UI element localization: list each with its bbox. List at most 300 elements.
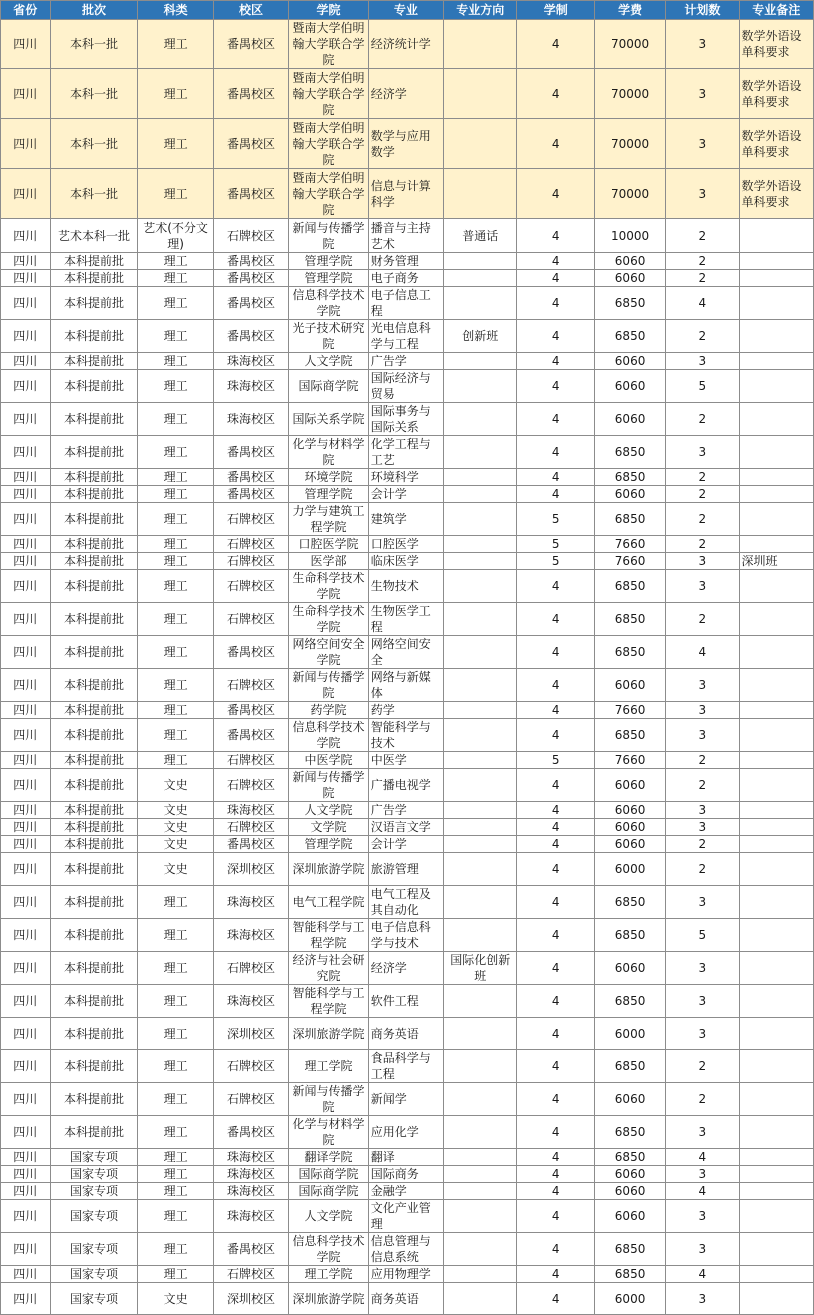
table-body: [1, 20, 814, 1315]
plan-count-cell: 2: [666, 836, 739, 853]
table-row: [1, 69, 814, 119]
major-remarks-cell: [739, 253, 813, 270]
duration-cell: 4: [517, 219, 594, 253]
province-cell: 四川: [1, 1166, 51, 1183]
college-cell: 国际关系学院: [289, 403, 369, 436]
major-direction-cell: [444, 886, 517, 919]
batch-cell: 本科提前批: [50, 469, 138, 486]
major-direction-cell: 国际化创新班: [444, 952, 517, 985]
duration-cell: 5: [517, 553, 594, 570]
table-row: [1, 669, 814, 702]
province-cell: 四川: [1, 1266, 51, 1283]
batch-cell: 本科提前批: [50, 1050, 138, 1083]
header-major: 专业: [368, 1, 443, 20]
duration-cell: 4: [517, 702, 594, 719]
plan-count-cell: 2: [666, 769, 739, 802]
campus-cell: 珠海校区: [213, 985, 288, 1018]
table-row: [1, 1266, 814, 1283]
major-remarks-cell: [739, 819, 813, 836]
campus-cell: 番禺校区: [213, 270, 288, 287]
major-direction-cell: [444, 169, 517, 219]
province-cell: 四川: [1, 919, 51, 952]
plan-count-cell: 3: [666, 985, 739, 1018]
campus-cell: 番禺校区: [213, 719, 288, 752]
major-remarks-cell: [739, 669, 813, 702]
duration-cell: 4: [517, 69, 594, 119]
campus-cell: 石牌校区: [213, 536, 288, 553]
college-cell: 光子技术研究院: [289, 320, 369, 353]
major-direction-cell: [444, 752, 517, 769]
college-cell: 生命科学技术学院: [289, 570, 369, 603]
campus-cell: 石牌校区: [213, 570, 288, 603]
major-direction-cell: [444, 1183, 517, 1200]
duration-cell: 4: [517, 403, 594, 436]
major-direction-cell: [444, 20, 517, 69]
duration-cell: 4: [517, 836, 594, 853]
major-direction-cell: [444, 69, 517, 119]
major-cell: 应用物理学: [368, 1266, 443, 1283]
major-remarks-cell: [739, 1149, 813, 1166]
major-cell: 电子信息工程: [368, 287, 443, 320]
major-direction-cell: [444, 802, 517, 819]
duration-cell: 4: [517, 119, 594, 169]
college-cell: 人文学院: [289, 1200, 369, 1233]
campus-cell: 番禺校区: [213, 1116, 288, 1149]
campus-cell: 石牌校区: [213, 819, 288, 836]
province-cell: 四川: [1, 603, 51, 636]
batch-cell: 艺术本科一批: [50, 219, 138, 253]
college-cell: 理工学院: [289, 1266, 369, 1283]
plan-count-cell: 2: [666, 752, 739, 769]
plan-count-cell: 3: [666, 886, 739, 919]
major-remarks-cell: [739, 287, 813, 320]
header-major-remarks: 专业备注: [739, 1, 813, 20]
major-cell: 网络空间安全: [368, 636, 443, 669]
major-cell: 网络与新媒体: [368, 669, 443, 702]
table-row: [1, 802, 814, 819]
major-remarks-cell: [739, 1018, 813, 1050]
major-remarks-cell: [739, 985, 813, 1018]
header-plan-count: 计划数: [666, 1, 739, 20]
table-row: [1, 219, 814, 253]
subject-category-cell: 艺术(不分文理): [138, 219, 213, 253]
table-row: [1, 436, 814, 469]
major-cell: 会计学: [368, 486, 443, 503]
batch-cell: 国家专项: [50, 1233, 138, 1266]
tuition-cell: 6060: [594, 270, 665, 287]
major-cell: 应用化学: [368, 1116, 443, 1149]
major-remarks-cell: [739, 636, 813, 669]
major-direction-cell: [444, 1018, 517, 1050]
province-cell: 四川: [1, 320, 51, 353]
campus-cell: 石牌校区: [213, 752, 288, 769]
major-direction-cell: [444, 1149, 517, 1166]
major-direction-cell: [444, 436, 517, 469]
campus-cell: 珠海校区: [213, 1166, 288, 1183]
major-direction-cell: [444, 353, 517, 370]
province-cell: 四川: [1, 1149, 51, 1166]
table-row: [1, 403, 814, 436]
province-cell: 四川: [1, 403, 51, 436]
batch-cell: 国家专项: [50, 1200, 138, 1233]
major-cell: 食品科学与工程: [368, 1050, 443, 1083]
major-cell: 口腔医学: [368, 536, 443, 553]
major-remarks-cell: [739, 570, 813, 603]
plan-count-cell: 2: [666, 219, 739, 253]
batch-cell: 国家专项: [50, 1183, 138, 1200]
campus-cell: 珠海校区: [213, 886, 288, 919]
table-row: [1, 719, 814, 752]
major-cell: 中医学: [368, 752, 443, 769]
plan-count-cell: 3: [666, 1200, 739, 1233]
subject-category-cell: 理工: [138, 403, 213, 436]
college-cell: 智能科学与工程学院: [289, 919, 369, 952]
table-row: [1, 1018, 814, 1050]
college-cell: 化学与材料学院: [289, 1116, 369, 1149]
major-remarks-cell: [739, 836, 813, 853]
table-row: [1, 570, 814, 603]
college-cell: 文学院: [289, 819, 369, 836]
duration-cell: 4: [517, 353, 594, 370]
batch-cell: 本科提前批: [50, 1116, 138, 1149]
table-row: [1, 836, 814, 853]
duration-cell: 4: [517, 20, 594, 69]
major-cell: 信息管理与信息系统: [368, 1233, 443, 1266]
subject-category-cell: 理工: [138, 320, 213, 353]
tuition-cell: 6850: [594, 719, 665, 752]
header-row: [1, 1, 814, 20]
plan-count-cell: 2: [666, 1050, 739, 1083]
subject-category-cell: 理工: [138, 1050, 213, 1083]
subject-category-cell: 文史: [138, 819, 213, 836]
major-cell: 国际事务与国际关系: [368, 403, 443, 436]
major-remarks-cell: [739, 1050, 813, 1083]
province-cell: 四川: [1, 636, 51, 669]
major-cell: 经济学: [368, 952, 443, 985]
campus-cell: 珠海校区: [213, 353, 288, 370]
duration-cell: 4: [517, 719, 594, 752]
subject-category-cell: 理工: [138, 20, 213, 69]
duration-cell: 4: [517, 253, 594, 270]
tuition-cell: 6060: [594, 1200, 665, 1233]
plan-count-cell: 3: [666, 952, 739, 985]
table-row: [1, 253, 814, 270]
major-remarks-cell: 数学外语设单科要求: [739, 69, 813, 119]
major-remarks-cell: 数学外语设单科要求: [739, 169, 813, 219]
header-tuition: 学费: [594, 1, 665, 20]
plan-count-cell: 4: [666, 636, 739, 669]
table-row: [1, 553, 814, 570]
province-cell: 四川: [1, 553, 51, 570]
table-row: [1, 636, 814, 669]
batch-cell: 国家专项: [50, 1266, 138, 1283]
subject-category-cell: 理工: [138, 436, 213, 469]
table-row: [1, 853, 814, 886]
major-remarks-cell: [739, 952, 813, 985]
duration-cell: 4: [517, 469, 594, 486]
province-cell: 四川: [1, 169, 51, 219]
major-remarks-cell: [739, 403, 813, 436]
college-cell: 人文学院: [289, 802, 369, 819]
duration-cell: 4: [517, 853, 594, 886]
duration-cell: 4: [517, 1233, 594, 1266]
major-direction-cell: [444, 403, 517, 436]
province-cell: 四川: [1, 1083, 51, 1116]
campus-cell: 石牌校区: [213, 669, 288, 702]
major-cell: 播音与主持艺术: [368, 219, 443, 253]
major-direction-cell: [444, 853, 517, 886]
province-cell: 四川: [1, 1050, 51, 1083]
tuition-cell: 6000: [594, 1018, 665, 1050]
province-cell: 四川: [1, 702, 51, 719]
major-remarks-cell: [739, 1283, 813, 1315]
major-cell: 化学工程与工艺: [368, 436, 443, 469]
table-row: [1, 320, 814, 353]
table-row: [1, 769, 814, 802]
subject-category-cell: 理工: [138, 119, 213, 169]
college-cell: 环境学院: [289, 469, 369, 486]
plan-count-cell: 2: [666, 1083, 739, 1116]
major-direction-cell: [444, 536, 517, 553]
major-direction-cell: [444, 702, 517, 719]
plan-count-cell: 4: [666, 1149, 739, 1166]
major-direction-cell: [444, 469, 517, 486]
subject-category-cell: 理工: [138, 719, 213, 752]
duration-cell: 4: [517, 1083, 594, 1116]
duration-cell: 4: [517, 603, 594, 636]
batch-cell: 国家专项: [50, 1149, 138, 1166]
plan-count-cell: 4: [666, 1183, 739, 1200]
college-cell: 新闻与传播学院: [289, 769, 369, 802]
table-row: [1, 1116, 814, 1149]
province-cell: 四川: [1, 219, 51, 253]
college-cell: 新闻与传播学院: [289, 219, 369, 253]
province-cell: 四川: [1, 69, 51, 119]
batch-cell: 本科提前批: [50, 570, 138, 603]
college-cell: 深圳旅游学院: [289, 1283, 369, 1315]
subject-category-cell: 理工: [138, 886, 213, 919]
tuition-cell: 6060: [594, 819, 665, 836]
campus-cell: 番禺校区: [213, 169, 288, 219]
subject-category-cell: 理工: [138, 1183, 213, 1200]
batch-cell: 本科提前批: [50, 802, 138, 819]
major-remarks-cell: [739, 769, 813, 802]
major-cell: 智能科学与技术: [368, 719, 443, 752]
tuition-cell: 6850: [594, 320, 665, 353]
major-cell: 广播电视学: [368, 769, 443, 802]
duration-cell: 4: [517, 486, 594, 503]
major-direction-cell: [444, 287, 517, 320]
tuition-cell: 6850: [594, 1149, 665, 1166]
campus-cell: 番禺校区: [213, 486, 288, 503]
plan-count-cell: 2: [666, 320, 739, 353]
major-remarks-cell: [739, 802, 813, 819]
tuition-cell: 6060: [594, 1166, 665, 1183]
college-cell: 新闻与传播学院: [289, 669, 369, 702]
tuition-cell: 6060: [594, 836, 665, 853]
college-cell: 药学院: [289, 702, 369, 719]
subject-category-cell: 文史: [138, 769, 213, 802]
table-row: [1, 819, 814, 836]
duration-cell: 4: [517, 669, 594, 702]
major-direction-cell: [444, 1200, 517, 1233]
duration-cell: 4: [517, 287, 594, 320]
campus-cell: 深圳校区: [213, 1283, 288, 1315]
tuition-cell: 6060: [594, 1183, 665, 1200]
duration-cell: 4: [517, 1149, 594, 1166]
subject-category-cell: 理工: [138, 1018, 213, 1050]
campus-cell: 珠海校区: [213, 1200, 288, 1233]
batch-cell: 本科提前批: [50, 287, 138, 320]
subject-category-cell: 理工: [138, 287, 213, 320]
subject-category-cell: 理工: [138, 353, 213, 370]
subject-category-cell: 理工: [138, 370, 213, 403]
major-direction-cell: [444, 719, 517, 752]
duration-cell: 4: [517, 570, 594, 603]
college-cell: 理工学院: [289, 1050, 369, 1083]
college-cell: 信息科学技术学院: [289, 719, 369, 752]
duration-cell: 5: [517, 536, 594, 553]
batch-cell: 本科提前批: [50, 403, 138, 436]
major-direction-cell: [444, 769, 517, 802]
major-cell: 新闻学: [368, 1083, 443, 1116]
batch-cell: 本科提前批: [50, 553, 138, 570]
subject-category-cell: 理工: [138, 553, 213, 570]
major-remarks-cell: [739, 1200, 813, 1233]
college-cell: 管理学院: [289, 253, 369, 270]
subject-category-cell: 理工: [138, 169, 213, 219]
province-cell: 四川: [1, 503, 51, 536]
subject-category-cell: 理工: [138, 669, 213, 702]
batch-cell: 本科提前批: [50, 819, 138, 836]
subject-category-cell: 文史: [138, 853, 213, 886]
province-cell: 四川: [1, 253, 51, 270]
subject-category-cell: 理工: [138, 1149, 213, 1166]
province-cell: 四川: [1, 769, 51, 802]
college-cell: 国际商学院: [289, 1166, 369, 1183]
major-remarks-cell: [739, 853, 813, 886]
batch-cell: 国家专项: [50, 1166, 138, 1183]
major-direction-cell: [444, 836, 517, 853]
tuition-cell: 6060: [594, 253, 665, 270]
batch-cell: 本科提前批: [50, 752, 138, 769]
tuition-cell: 6060: [594, 669, 665, 702]
tuition-cell: 6850: [594, 1233, 665, 1266]
plan-count-cell: 3: [666, 553, 739, 570]
batch-cell: 本科提前批: [50, 503, 138, 536]
batch-cell: 本科提前批: [50, 985, 138, 1018]
duration-cell: 4: [517, 819, 594, 836]
subject-category-cell: 理工: [138, 752, 213, 769]
tuition-cell: 6060: [594, 952, 665, 985]
table-row: [1, 1183, 814, 1200]
table-row: [1, 1083, 814, 1116]
college-cell: 人文学院: [289, 353, 369, 370]
campus-cell: 珠海校区: [213, 802, 288, 819]
header-duration: 学制: [517, 1, 594, 20]
tuition-cell: 6000: [594, 1283, 665, 1315]
province-cell: 四川: [1, 486, 51, 503]
major-cell: 软件工程: [368, 985, 443, 1018]
batch-cell: 本科提前批: [50, 270, 138, 287]
table-row: [1, 119, 814, 169]
duration-cell: 4: [517, 636, 594, 669]
plan-count-cell: 3: [666, 819, 739, 836]
table-row: [1, 503, 814, 536]
subject-category-cell: 理工: [138, 603, 213, 636]
header-college: 学院: [289, 1, 369, 20]
duration-cell: 4: [517, 919, 594, 952]
college-cell: 信息科学技术学院: [289, 287, 369, 320]
tuition-cell: 6000: [594, 853, 665, 886]
college-cell: 管理学院: [289, 486, 369, 503]
province-cell: 四川: [1, 469, 51, 486]
major-remarks-cell: [739, 603, 813, 636]
batch-cell: 本科提前批: [50, 486, 138, 503]
campus-cell: 番禺校区: [213, 636, 288, 669]
tuition-cell: 6060: [594, 370, 665, 403]
province-cell: 四川: [1, 119, 51, 169]
batch-cell: 本科提前批: [50, 919, 138, 952]
campus-cell: 珠海校区: [213, 919, 288, 952]
major-remarks-cell: [739, 436, 813, 469]
campus-cell: 番禺校区: [213, 287, 288, 320]
batch-cell: 本科提前批: [50, 886, 138, 919]
major-remarks-cell: [739, 536, 813, 553]
duration-cell: 4: [517, 952, 594, 985]
major-cell: 生物医学工程: [368, 603, 443, 636]
batch-cell: 本科提前批: [50, 702, 138, 719]
college-cell: 生命科学技术学院: [289, 603, 369, 636]
major-remarks-cell: [739, 370, 813, 403]
tuition-cell: 6060: [594, 1083, 665, 1116]
tuition-cell: 6850: [594, 1116, 665, 1149]
college-cell: 暨南大学伯明翰大学联合学院: [289, 169, 369, 219]
major-cell: 光电信息科学与工程: [368, 320, 443, 353]
major-cell: 翻译: [368, 1149, 443, 1166]
college-cell: 管理学院: [289, 270, 369, 287]
major-cell: 数学与应用数学: [368, 119, 443, 169]
major-remarks-cell: [739, 919, 813, 952]
table-row: [1, 1149, 814, 1166]
major-direction-cell: [444, 570, 517, 603]
major-remarks-cell: [739, 1266, 813, 1283]
duration-cell: 4: [517, 1266, 594, 1283]
college-cell: 电气工程学院: [289, 886, 369, 919]
campus-cell: 番禺校区: [213, 836, 288, 853]
tuition-cell: 6850: [594, 1266, 665, 1283]
table-row: [1, 486, 814, 503]
tuition-cell: 6850: [594, 1050, 665, 1083]
province-cell: 四川: [1, 669, 51, 702]
plan-count-cell: 4: [666, 1266, 739, 1283]
major-remarks-cell: 数学外语设单科要求: [739, 119, 813, 169]
plan-count-cell: 3: [666, 69, 739, 119]
major-direction-cell: [444, 1266, 517, 1283]
college-cell: 经济与社会研究院: [289, 952, 369, 985]
table-row: [1, 1166, 814, 1183]
duration-cell: 4: [517, 370, 594, 403]
major-cell: 会计学: [368, 836, 443, 853]
major-direction-cell: 创新班: [444, 320, 517, 353]
major-direction-cell: [444, 119, 517, 169]
plan-count-cell: 2: [666, 253, 739, 270]
plan-count-cell: 3: [666, 669, 739, 702]
batch-cell: 本科一批: [50, 119, 138, 169]
table-row: [1, 270, 814, 287]
batch-cell: 本科提前批: [50, 1018, 138, 1050]
header-province: 省份: [1, 1, 51, 20]
